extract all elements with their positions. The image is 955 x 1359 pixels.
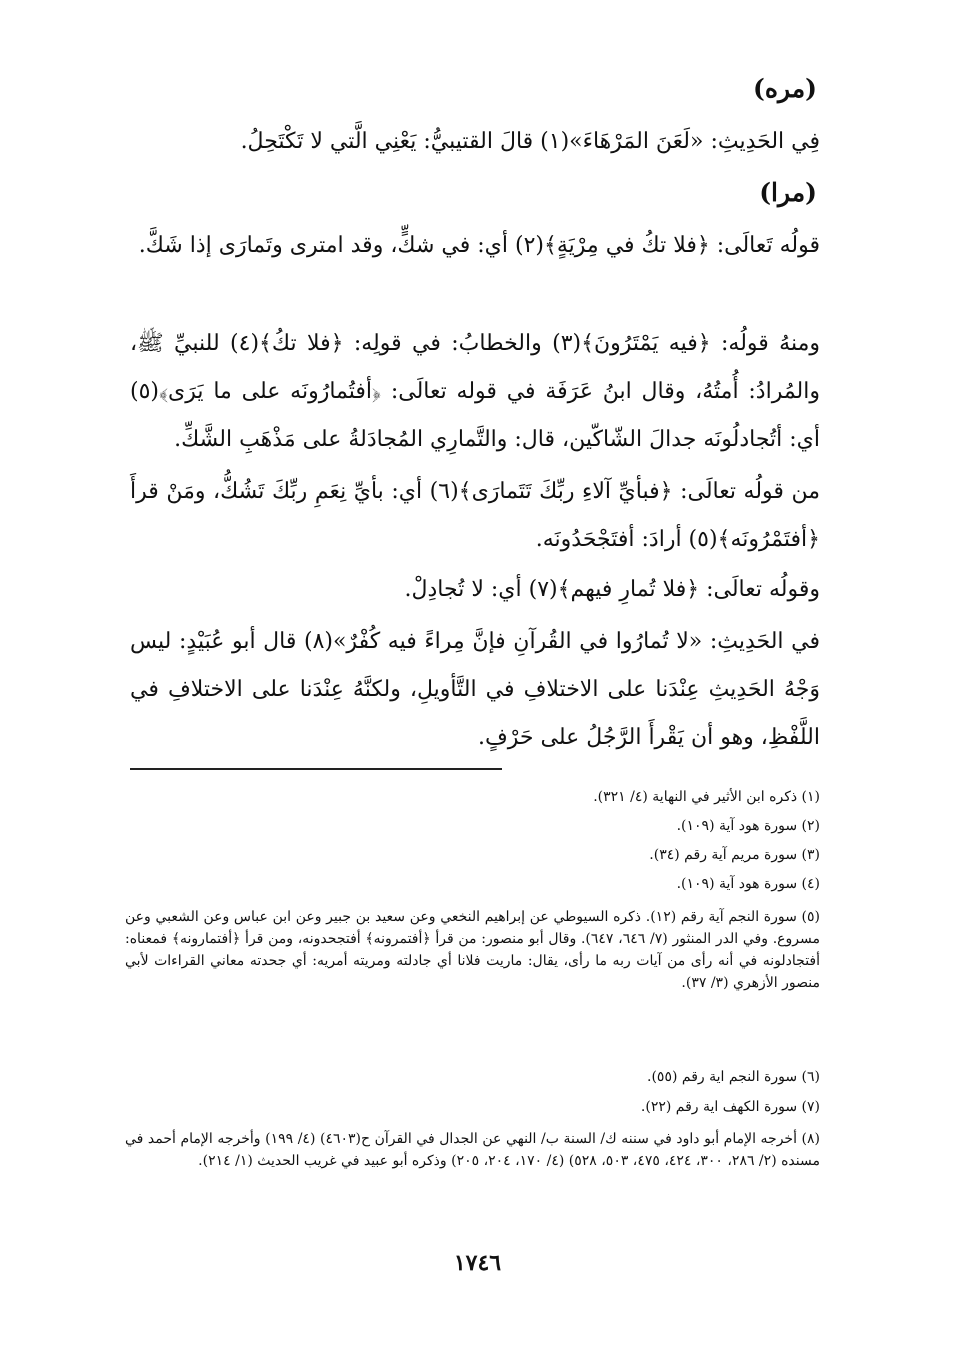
paragraph-tumar: وقولُه تعالَى: ﴿فلا تُمارِ فيهم﴾(٧) أي: لا تُجادِلْ.	[404, 577, 820, 602]
paragraph-tatamara: من قولُه تعالَى: ﴿فبأيِّ آلاءِ ربِّكَ تَتَمارَى﴾(٦) أي: بأيِّ نِعَمِ ربِّكَ تَشُكُّ، ومَنْ قرأَ ﴿أفتَمْرُونَه﴾(٥) أرادَ: أفتَجْحَدُونَه.	[130, 479, 820, 552]
paragraph-mirya: قولُه تَعالَى: ﴿فلا تكُ في مِرْيَةٍ﴾(٢) أي: في شكٍّ، وقد امترى وتَمارَى إذا شَكَّ.	[138, 233, 820, 258]
entry-heading-mrh: (مره)	[753, 74, 817, 103]
footnote-1: (١) ذكره ابن الأثير في النهاية (٤/ ٣٢١).	[593, 789, 820, 805]
footnote-divider	[130, 768, 502, 770]
footnote-2: (٢) سورة هود آية (١٠٩).	[676, 818, 820, 834]
footnote-6: (٦) سورة النجم اية رقم (٥٥).	[647, 1069, 820, 1085]
footnote-3: (٣) سورة مريم آية رقم (٣٤).	[649, 847, 820, 863]
paragraph-mrh-hadith: فِي الحَدِيثِ: «لَعَنَ المَرْهَاءَ»(١) قالَ القتيبيُّ: يَعْنِي الَّتي لا تَكْتَحِلُ.	[240, 129, 820, 154]
paragraph-yamtarun: ومنهُ قولُه: ﴿فيه يَمْتَرُونَ﴾(٣) والخطابُ: في قولِه: ﴿فلا تكُ﴾(٤) للنبيِّ ﷺ، والمُرادُ: أُمتُهُ، وقال ابنُ عَرَفَة في قوله تعالَى: ﴿أفتُمارُونَه على ما يَرَى﴾(٥) أي: أتُجادلُونَه جدالَ الشّاكّين، قال: والتَّمارِي المُجادَلةُ على مَذْهَبِ الشَّكِّ.	[130, 331, 820, 452]
footnote-8: (٨) أخرجه الإمام أبو داود في سننه ك/ السنة ب/ النهي عن الجدال في القرآن ح(٤٦٠٣) (٤/ ١٩٩) وأخرجه الإمام أحمد في مسنده (٢/ ٢٨٦، ٣٠٠، ٤٢٤، ٤٧٥، ٥٠٣، ٥٢٨) (٤/ ١٧٠، ٢٠٤، ٢٠٥) وذكره أبو عبيد في غريب الحديث (١/ ٢١٤).	[125, 1131, 820, 1169]
paragraph-hadith-quran: في الحَدِيثِ: «لا تُمارُوا في القُرآنِ فإنَّ مِراءً فيه كُفْرٌ»(٨) قال أبو عُبَيْدٍ: ليس وَجْهُ الحَدِيثِ عِنْدَنا على الاختلافِ في التَّأويلِ، ولكنَّهُ عِنْدَنا على الاختلافِ في اللَّفْظِ، وهو أن يَقْرأَ الرَّجُلُ على حَرْفٍ.	[130, 629, 820, 750]
footnote-5: (٥) سورة النجم آية رقم (١٢). ذكره السيوطي عن إبراهيم النخعي وعن سعيد بن جبير وعن ابن عباس وعن الشعبي وعن مسروع. وفي الدر المنثور (٧/ ٦٤٦، ٦٤٧). وقال أبو منصور: من قرأ ﴿أفتمرونه﴾ أفتجحدونه، ومن قرأ ﴿أفتمارونه﴾ فمعناه: أفتجادلونه في أنه رأى من آيات ربه ما رأى، يقال: ماريت فلانا أي جادلته ومريته أمريه: أي جحدته معاني القراءات لأبي منصور الأزهري (٣/ ٣٧).	[125, 909, 821, 991]
entry-heading-mra: (مرا)	[759, 178, 817, 207]
page-number: ١٧٤٦	[453, 1250, 502, 1276]
footnote-4: (٤) سورة هود آية (١٠٩).	[676, 876, 820, 892]
footnote-7: (٧) سورة الكهف اية رقم (٢٢).	[640, 1099, 820, 1115]
